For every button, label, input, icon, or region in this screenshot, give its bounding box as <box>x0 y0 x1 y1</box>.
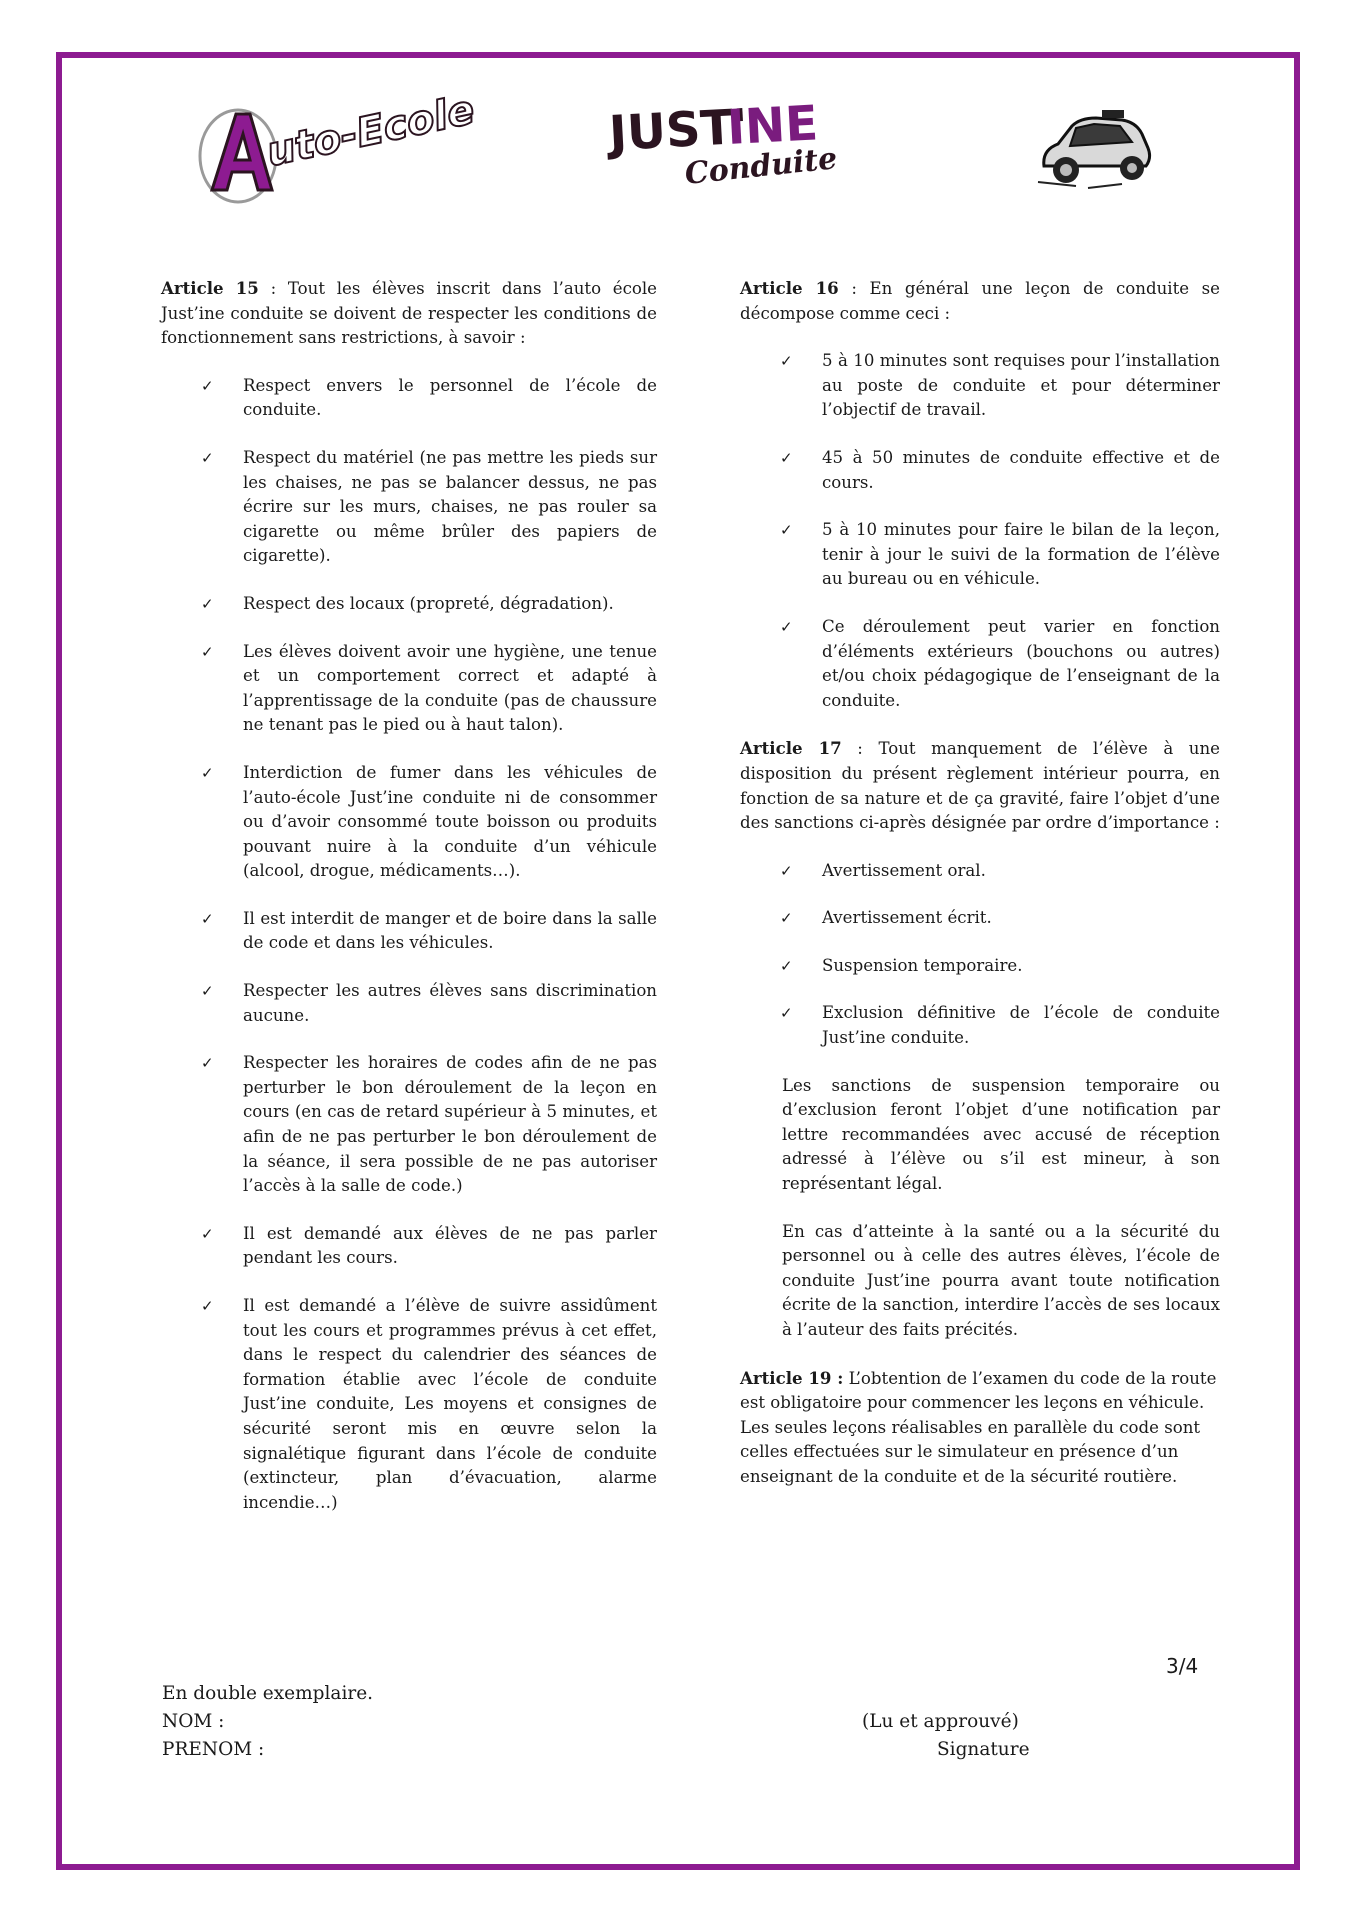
checkmark-icon: ✓ <box>201 594 214 613</box>
car-illustration-icon <box>1036 104 1156 196</box>
article-19-text: L’obtention de l’examen du code de la route est obligatoire pour commencer les leçons en véhicule. Les seules leçons réalisables en parallèle du code sont celles effectuées sur le simulateur en présence d’un enseignant de la conduite et de la sécurité routière. <box>740 1368 1217 1486</box>
checkmark-icon: ✓ <box>780 861 793 880</box>
checkmark-icon: ✓ <box>201 376 214 395</box>
list-item-text: Il est demandé a l’élève de suivre assidûment tout les cours et programmes prévus à cet effet, dans le respect du calendrier des séances de formation établie avec l’école de conduite Just’ine conduite, Les moyens et consignes de sécurité seront mis en œuvre selon la signalétique figurant dans l’école de conduite (extincteur, plan d’évacuation, alarme incendie…) <box>243 1296 657 1512</box>
list-item <box>161 640 657 738</box>
svg-text:uto-Ecole: uto-Ecole <box>262 86 479 176</box>
list-item-text: Respecter les autres élèves sans discrimination aucune. <box>243 981 657 1025</box>
checkmark-icon: ✓ <box>780 617 793 636</box>
page-number: 3/4 <box>1166 1654 1199 1678</box>
justine-conduite-logo <box>607 92 839 194</box>
list-item-text: Exclusion définitive de l’école de conduite Just’ine conduite. <box>822 1003 1220 1048</box>
checkmark-icon: ✓ <box>201 982 214 1001</box>
list-item-text: Avertissement écrit. <box>822 908 992 928</box>
list-item <box>161 979 657 1028</box>
auto-ecole-logo <box>198 86 479 204</box>
checkmark-icon: ✓ <box>201 448 214 467</box>
article-17-label: Article 17 <box>740 738 842 759</box>
double-copy-note: En double exemplaire. <box>162 1683 374 1704</box>
right-column <box>740 276 1220 1513</box>
checkmark-icon: ✓ <box>780 521 793 540</box>
list-item-text: 5 à 10 minutes pour faire le bilan de la leçon, tenir à jour le suivi de la formation de l’élève au bureau ou en véhicule. <box>822 520 1220 589</box>
name-field-label: NOM : <box>162 1711 225 1732</box>
list-item <box>740 1001 1220 1050</box>
list-item-text: 5 à 10 minutes sont requises pour l’installation au poste de conduite et pour déterminer l’objectif de travail. <box>822 351 1220 420</box>
article-17-list <box>740 859 1220 1051</box>
article-15-intro <box>161 276 657 351</box>
checkmark-icon: ✓ <box>201 1054 214 1073</box>
list-item <box>740 906 1220 931</box>
svg-text:INE: INE <box>725 95 820 156</box>
signature-label: Signature <box>937 1739 1030 1760</box>
list-item-text: 45 à 50 minutes de conduite effective et de cours. <box>822 447 1220 492</box>
list-item-text: Respecter les horaires de codes afin de ne pas perturber le bon déroulement de la leçon en cours (en cas de retard supérieur à 5 minutes, et afin de ne pas perturber le bon déroulement de la séance, il sera possible de ne pas autoriser l’accès à la salle de code.) <box>243 1053 657 1196</box>
list-item-text: Interdiction de fumer dans les véhicules de l’auto-école Just’ine conduite ni de consommer ou d’avoir consommé toute boisson ou produits pouvant nuire à la conduite d’un véhicule (alcool, drogue, médicaments…). <box>243 762 657 881</box>
article-16-list <box>740 349 1220 713</box>
list-item <box>740 518 1220 592</box>
checkmark-icon: ✓ <box>201 642 214 661</box>
list-item-text: Il est interdit de manger et de boire dans la salle de code et dans les véhicules. <box>243 908 657 953</box>
list-item-text: Respect des locaux (propreté, dégradation). <box>243 593 614 613</box>
article-19 <box>740 1366 1220 1490</box>
list-item-text: Ce déroulement peut varier en fonction d’éléments extérieurs (bouchons ou autres) et/ou choix pédagogique de l’enseignant de la conduite. <box>822 616 1220 710</box>
list-item-text: Suspension temporaire. <box>822 955 1023 975</box>
checkmark-icon: ✓ <box>780 909 793 928</box>
list-item <box>740 954 1220 979</box>
firstname-field-label: PRENOM : <box>162 1739 265 1760</box>
checkmark-icon: ✓ <box>201 909 214 928</box>
article-16-text: : En général une leçon de conduite se décompose comme ceci : <box>740 279 1220 323</box>
list-item <box>161 1051 657 1199</box>
list-item-text: Les élèves doivent avoir une hygiène, une tenue et un comportement correct et adapté à l’apprentissage de la conduite (pas de chaussure ne tenant pas le pied ou à haut talon). <box>243 641 657 735</box>
article-19-label: Article 19 : <box>740 1367 844 1388</box>
list-item <box>161 761 657 884</box>
list-item <box>161 592 657 617</box>
article-15-list <box>161 374 657 1516</box>
list-item <box>161 446 657 569</box>
checkmark-icon: ✓ <box>780 352 793 371</box>
article-17-sanctions-paragraph: Les sanctions de suspension temporaire ou d’exclusion feront l’objet d’une notification par lettre recommandées avec accusé de réception adressé à l’élève ou s’il est mineur, à son représentant légal. <box>782 1075 1220 1194</box>
list-item <box>161 1294 657 1515</box>
checkmark-icon: ✓ <box>201 1224 214 1243</box>
article-17-intro <box>740 736 1220 835</box>
footer-identity-block <box>162 1680 373 1764</box>
svg-text:JUST': JUST' <box>607 98 750 162</box>
svg-text:Conduite: Conduite <box>683 141 839 192</box>
list-item <box>740 859 1220 884</box>
checkmark-icon: ✓ <box>780 956 793 975</box>
article-16-intro <box>740 276 1220 326</box>
article-15-label: Article 15 <box>161 278 259 298</box>
checkmark-icon: ✓ <box>780 1004 793 1023</box>
left-column <box>161 276 657 1538</box>
article-17-safety-paragraph: En cas d’atteinte à la santé ou a la sécurité du personnel ou à celle des autres élèves, l’école de conduite Just’ine pourra avant toute notification écrite de la sanction, interdire l’accès de ses locaux à l’auteur des faits précités. <box>782 1221 1220 1339</box>
list-item <box>740 446 1220 495</box>
article-15-text: : Tout les élèves inscrit dans l’auto école Just’ine conduite se doivent de respecter les conditions de fonctionnement sans restrictions, à savoir : <box>161 279 657 348</box>
list-item-text: Respect du matériel (ne pas mettre les pieds sur les chaises, ne pas se balancer dessus, ne pas écrire sur les murs, chaises, ne pas rouler sa cigarette ou même brûler des papiers de cigarette). <box>243 447 657 566</box>
article-16-label: Article 16 <box>740 278 839 298</box>
list-item-text: Il est demandé aux élèves de ne pas parler pendant les cours. <box>243 1223 657 1268</box>
article-17-text: : Tout manquement de l’élève à une disposition du présent règlement intérieur pourra, en fonction de sa nature et de ça gravité, faire l’objet d’une des sanctions ci-après désignée par ordre d’importance : <box>740 739 1221 833</box>
list-item-text: Avertissement oral. <box>822 860 986 880</box>
list-item <box>740 349 1220 423</box>
checkmark-icon: ✓ <box>780 448 793 467</box>
list-item-text: Respect envers le personnel de l’école de conduite. <box>243 375 657 420</box>
read-approved-label: (Lu et approuvé) <box>862 1711 1019 1732</box>
list-item <box>161 907 657 956</box>
list-item <box>161 374 657 423</box>
checkmark-icon: ✓ <box>201 1297 214 1315</box>
list-item <box>740 615 1220 713</box>
checkmark-icon: ✓ <box>201 763 214 782</box>
list-item <box>161 1222 657 1271</box>
